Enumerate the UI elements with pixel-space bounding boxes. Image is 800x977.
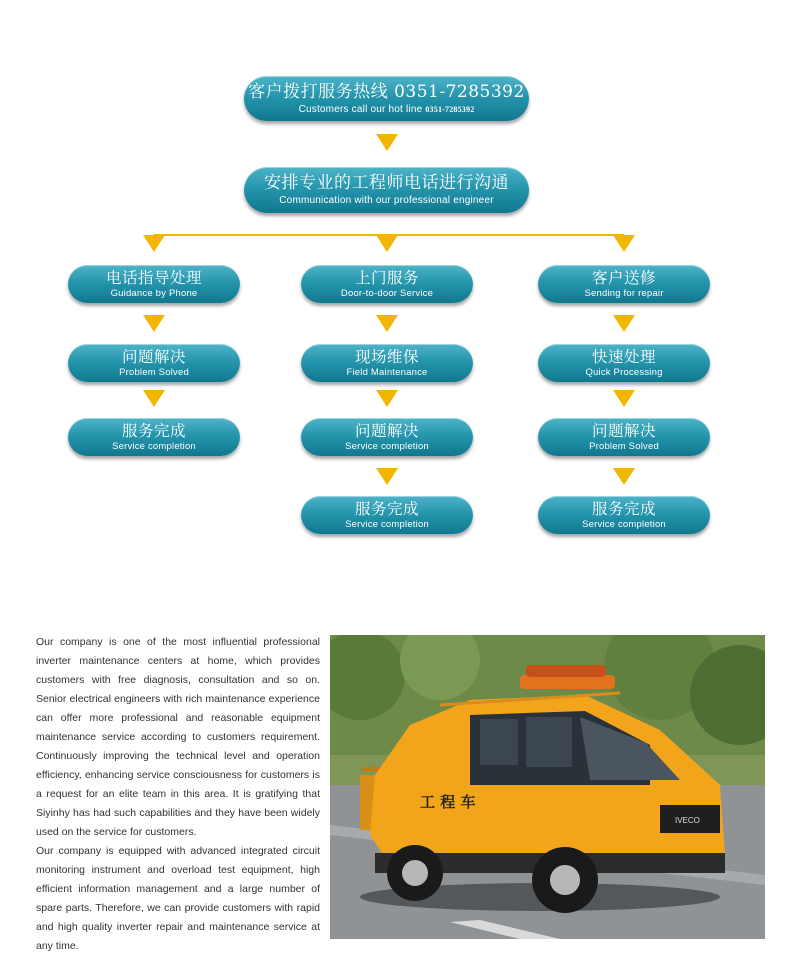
description-paragraph: Our company is one of the most influential professional inverter maintenance centers at home, which provides customers with free diagnosis, consultation and so on. Senior electrical engineers with rich maintenance experience can offer more professional and reasonable equipment maintenance service according to customers requirement. Continuously improving the technical level and operation efficiency, enhancing service consciousness for customers is a request for an elite team in this area. It is gratifying that Siyinhy has had such capabilities and they have been widely used on the service for customers. bbox=[36, 636, 320, 838]
branch2-step4 bbox=[301, 496, 473, 534]
flow-arrow bbox=[376, 134, 398, 151]
step-zh: 服务完成 bbox=[354, 499, 419, 518]
step-en: Quick Processing bbox=[585, 366, 663, 378]
engineer-zh: 安排专业的工程师电话进行沟通 bbox=[264, 173, 509, 193]
engineering-van-photo bbox=[330, 635, 765, 939]
step-en: Problem Solved bbox=[119, 366, 189, 378]
company-description bbox=[36, 633, 320, 956]
flow-arrow bbox=[376, 315, 398, 332]
branch3-step3 bbox=[538, 418, 710, 456]
flow-arrow bbox=[613, 315, 635, 332]
step-en: Problem Solved bbox=[589, 440, 659, 452]
step-en: Door-to-door Service bbox=[340, 287, 434, 299]
hotline-step bbox=[244, 76, 529, 121]
branch2-step3 bbox=[301, 418, 473, 456]
branch1-step3 bbox=[68, 418, 240, 456]
flow-arrow bbox=[376, 468, 398, 485]
flow-arrow bbox=[143, 235, 165, 252]
flow-arrow bbox=[613, 235, 635, 252]
vehicle-badge: IVECO bbox=[675, 816, 700, 825]
step-zh: 客户送修 bbox=[591, 268, 656, 287]
flow-arrow bbox=[613, 468, 635, 485]
branch3-step1 bbox=[538, 265, 710, 303]
description-paragraph: Our company is equipped with advanced integrated circuit monitoring instrument and overload test equipment, high efficient information management and a large number of spare parts. Therefore, we can provide customers with rapid and high quality inverter repair and maintenance service at any time. bbox=[36, 845, 320, 952]
step-zh: 问题解决 bbox=[354, 421, 419, 440]
branch2-step1 bbox=[301, 265, 473, 303]
engineer-step bbox=[244, 167, 529, 213]
step-en: Service completion bbox=[582, 518, 666, 530]
branch2-step2 bbox=[301, 344, 473, 382]
step-zh: 问题解决 bbox=[121, 347, 186, 366]
step-en: Service completion bbox=[345, 440, 429, 452]
step-en: Field Maintenance bbox=[346, 366, 428, 378]
step-zh: 上门服务 bbox=[354, 268, 419, 287]
flow-arrow bbox=[376, 390, 398, 407]
step-zh: 现场维保 bbox=[354, 347, 419, 366]
step-zh: 服务完成 bbox=[591, 499, 656, 518]
step-zh: 问题解决 bbox=[591, 421, 656, 440]
step-en: Service completion bbox=[112, 440, 196, 452]
engineer-en: Communication with our professional engineer bbox=[279, 195, 494, 206]
branch3-step4 bbox=[538, 496, 710, 534]
branch1-step1 bbox=[68, 265, 240, 303]
branch1-step2 bbox=[68, 344, 240, 382]
flow-arrow bbox=[143, 390, 165, 407]
hotline-zh: 客户拨打服务热线 0351-7285392 bbox=[248, 81, 525, 102]
flow-arrow bbox=[376, 235, 398, 252]
step-zh: 电话指导处理 bbox=[105, 268, 202, 287]
flow-arrow bbox=[613, 390, 635, 407]
step-en: Sending for repair bbox=[584, 287, 664, 299]
branch3-step2 bbox=[538, 344, 710, 382]
step-en: Service completion bbox=[345, 518, 429, 530]
vehicle-label: 工 程 车 bbox=[420, 793, 476, 811]
step-zh: 快速处理 bbox=[591, 347, 656, 366]
hotline-en: Customers call our hot line 0351-7285392 bbox=[298, 103, 475, 115]
step-zh: 服务完成 bbox=[121, 421, 186, 440]
step-en: Guidance by Phone bbox=[110, 287, 198, 299]
flow-arrow bbox=[143, 315, 165, 332]
